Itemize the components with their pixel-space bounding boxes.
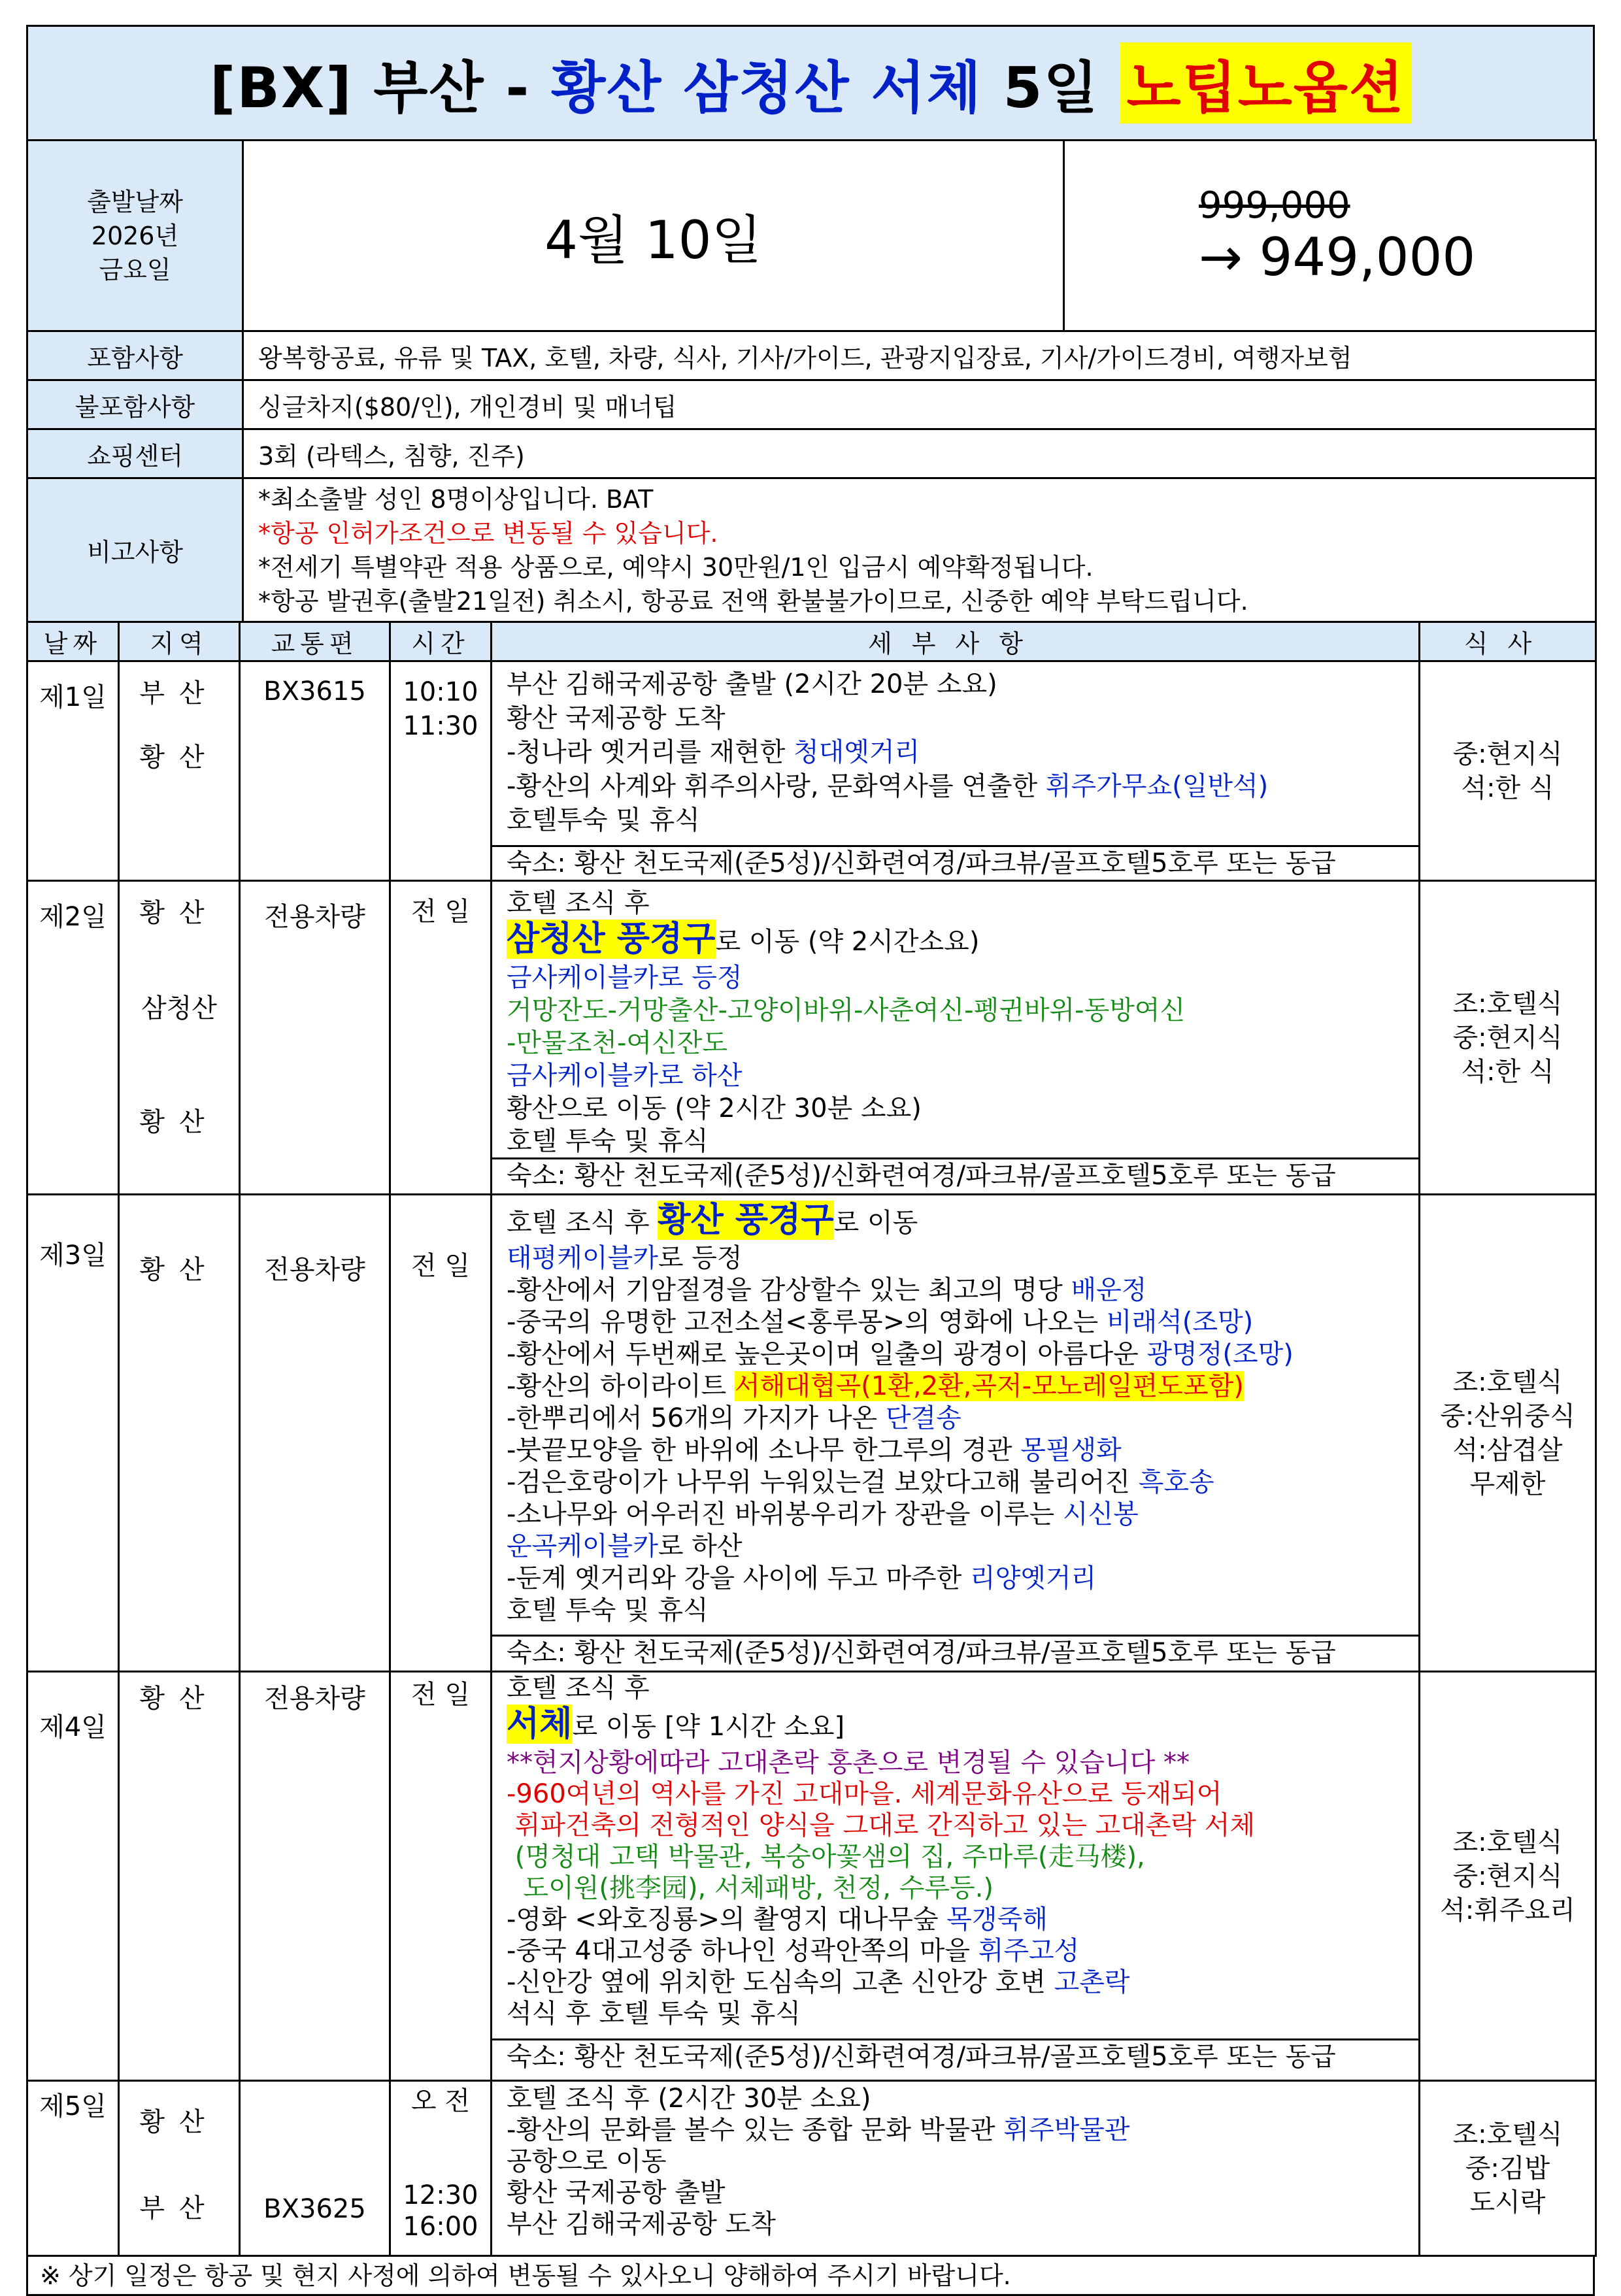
detail-line [507,1403,1418,1435]
detail-text: -소나무와 어우러진 바위봉우리가 장관을 이루는 [507,1499,1063,1529]
detail-line [507,1531,1418,1563]
detail-cell [492,1195,1420,1672]
time-value: 16:00 [403,2212,478,2242]
detail-line: 황산으로 이동 (약 2시간 30분 소요) [507,1093,922,1123]
schedule-table [26,621,1597,2257]
remark-4: *항공 발권후(출발21일전) 취소시, 항공료 전액 환불불가이므로, 신중한 예약 부탁드립니다. [258,586,1248,616]
departure-label-line3: 금요일 [99,255,171,284]
detail-line: 석식 후 호텔 투숙 및 휴식 [507,1999,801,2029]
meal-item: 중:현지식 [1452,739,1563,769]
region-name: 황산 [139,742,219,773]
departure-label [27,141,243,331]
region-name: 황산 [139,1107,219,1137]
region-cell: 황산 [119,1672,240,2081]
day-label: 제3일 [27,1195,119,1672]
detail-text: -둔계 옛거리와 강을 사이에 두고 마주한 [507,1563,970,1593]
detail-line: 거망잔도-거망출산-고양이바위-사춘여신-펭귄바위-동방여신 [507,995,1186,1025]
meal-item: 무제한 [1469,1469,1546,1499]
attraction-highlight: 서해대협곡(1환,2환,곡저-모노레일편도포함) [734,1371,1244,1401]
detail-line [507,2114,1418,2146]
time-cell: 전 일 [390,881,492,1195]
departure-label-line2: 2026년 [91,221,179,250]
remark-3: *전세기 특별약관 적용 상품으로, 예약시 30만원/1인 입금시 예약확정됩니다. [258,552,1094,582]
detail-line [507,1467,1418,1499]
detail-text: 로 하산 [658,1531,743,1561]
meal-cell [1420,1195,1596,1672]
price-discounted: → 949,000 [1199,226,1476,288]
info-table [26,139,1597,623]
title-no-tip-badge: 노팁노옵션 [1120,42,1411,124]
time-value: 오 전 [411,2086,470,2116]
header-date: 날짜 [27,622,119,661]
detail-line [507,1499,1418,1531]
day-label: 제5일 [27,2081,119,2256]
hotel-info: 숙소: 황산 천도국제(준5성)/신화련여경/파크뷰/골프호텔5호루 또는 동급 [492,2038,1418,2073]
detail-line [507,1339,1418,1371]
remark-1: *최소출발 성인 8명이상입니다. BAT [258,484,654,514]
detail-line: (명청대 고택 박물관, 복숭아꽃샘의 집, 주마루(走马楼), [507,1842,1145,1872]
detail-line: 호텔 조식 후 [507,888,650,918]
detail-text: -검은호랑이가 나무위 누워있는걸 보았다고해 불리어진 [507,1467,1139,1497]
meal-item: 조:호텔식 [1452,1367,1563,1397]
detail-line [507,1274,1418,1306]
detail-line [507,1371,1418,1403]
meal-item: 중:현지식 [1452,1861,1563,1891]
shopping-label: 쇼핑센터 [27,429,243,478]
header-meal: 식사 [1420,622,1596,661]
detail-line [507,920,1418,961]
region-name: 부산 [139,678,219,708]
attraction-name: 비래석(조망) [1106,1307,1254,1337]
detail-text: -붓끝모양을 한 바위에 소나무 한그루의 경관 [507,1435,1021,1465]
detail-text: 로 이동 [833,1208,918,1238]
time-cell [390,2081,492,2256]
detail-line [507,735,1418,769]
header-region: 지역 [119,622,240,661]
detail-line [507,1201,1418,1242]
detail-line: 도이원(挑李园), 서체패방, 천정, 수루등.) [507,1873,994,1903]
itinerary-document [26,25,1595,2296]
meal-cell [1420,1672,1596,2081]
attraction-highlight: 삼청산 풍경구 [507,920,716,959]
attraction-highlight: 황산 풍경구 [658,1201,834,1240]
footer-notice: ※ 상기 일정은 항공 및 현지 사정에 의하여 변동될 수 있사오니 양해하여 주시기 바랍니다. [26,2257,1595,2296]
transport-cell: BX3625 [240,2081,390,2256]
included-label: 포함사항 [27,331,243,380]
detail-text: 로 이동 [약 1시간 소요] [572,1712,845,1742]
transport-cell: 전용차량 [240,1672,390,2081]
attraction-name: 휘주박물관 [1003,2115,1130,2145]
detail-text: -황산의 문화를 볼수 있는 종합 문화 박물관 [507,2115,1004,2145]
meal-item: 조:호텔식 [1452,2119,1563,2150]
detail-line: 부산 김해국제공항 도착 [507,2209,776,2239]
shopping-value: 3회 (라텍스, 침향, 진주) [243,429,1596,478]
title-route-start: [BX] 부산 - [210,56,531,121]
day-row [27,881,1596,1195]
detail-line [507,1563,1418,1595]
attraction-highlight: 서체 [507,1705,573,1744]
meal-item: 석:휘주요리 [1440,1895,1575,1925]
detail-cell [492,881,1420,1195]
region-name: 황산 [139,2107,219,2137]
detail-line [507,1306,1418,1339]
meal-item: 석:한 식 [1461,773,1554,803]
detail-text: -청나라 옛거리를 재현한 [507,737,794,767]
attraction-name: 휘주가무쇼(일반석) [1045,771,1269,801]
day-row [27,1672,1596,2081]
meal-cell [1420,881,1596,1195]
detail-line [507,1904,1418,1935]
region-cell [119,881,240,1195]
day-label: 제1일 [27,661,119,881]
remarks-label: 비고사항 [27,478,243,622]
detail-text: -영화 <와호징룡>의 촬영지 대나무숲 [507,1905,947,1935]
time-spacer [391,2117,490,2180]
time-cell [390,661,492,881]
time-value: 10:10 [403,677,478,707]
detail-text: -황산에서 기암절경을 감상할수 있는 최고의 명당 [507,1275,1071,1305]
attraction-name: 흑호송 [1138,1467,1214,1497]
detail-line [507,1935,1418,1967]
transport-cell: BX3615 [240,661,390,881]
title-duration: 5일 [1003,56,1099,121]
detail-text: -중국 4대고성중 하나인 성곽안쪽의 마을 [507,1936,978,1966]
page-title [26,25,1595,141]
detail-text: 로 이동 (약 2시간소요) [715,927,980,957]
detail-line: 황산 국제공항 도착 [507,703,726,733]
day-row [27,1195,1596,1672]
detail-text: -신안강 옆에 위치한 도심속의 고촌 신안강 호변 [507,1967,1054,1997]
region-cell [119,661,240,881]
hotel-info: 숙소: 황산 천도국제(준5성)/신화련여경/파크뷰/골프호텔5호루 또는 동급 [492,845,1418,880]
attraction-name: 청대옛거리 [793,737,920,767]
detail-line [507,769,1418,803]
price-original: 999,000 [1199,184,1350,227]
excluded-label: 불포함사항 [27,380,243,429]
time-value: 12:30 [403,2180,478,2210]
detail-line: 휘파건축의 전형적인 양식을 그대로 간직하고 있는 고대촌락 서체 [507,1810,1255,1840]
attraction-name: 운곡케이블카 [507,1531,658,1561]
detail-line: 호텔 조식 후 (2시간 30분 소요) [507,2084,871,2114]
attraction-name: 단결송 [885,1403,961,1433]
attraction-name: 배운정 [1071,1275,1147,1305]
detail-text: 로 등정 [658,1243,743,1273]
departure-label-line1: 출발날짜 [87,187,183,216]
region-name: 부산 [139,2193,219,2223]
detail-line [507,1967,1418,1998]
day-row [27,661,1596,881]
region-name: 삼청산 [141,993,217,1023]
detail-cell [492,661,1420,881]
detail-line: 호텔 조식 후 [507,1673,650,1703]
detail-line [507,1242,1418,1274]
hotel-info: 숙소: 황산 천도국제(준5성)/신화련여경/파크뷰/골프호텔5호루 또는 동급 [492,1157,1418,1192]
attraction-name: 광명정(조망) [1146,1339,1294,1369]
detail-text: -황산에서 두번째로 높은곳이며 일출의 광경이 아름다운 [507,1339,1147,1369]
attraction-name: 몽필생화 [1020,1435,1122,1465]
remarks-value [243,478,1596,622]
region-cell [119,2081,240,2256]
transport-cell: 전용차량 [240,1195,390,1672]
attraction-name: 휘주고성 [978,1936,1080,1966]
meal-item: 석:삼겹살 [1452,1435,1563,1465]
detail-line: 호텔 투숙 및 휴식 [507,1595,709,1625]
region-name: 황산 [139,898,219,928]
detail-text: -중국의 유명한 고전소설<홍루몽>의 영화에 나오는 [507,1307,1107,1337]
meal-item: 중:산위중식 [1440,1401,1575,1431]
detail-line: 금사케이블카로 등정 [507,963,743,993]
detail-line: 공항으로 이동 [507,2146,667,2176]
day-label: 제4일 [27,1672,119,2081]
detail-line: **현지상황에따라 고대촌락 홍촌으로 변경될 수 있습니다 ** [507,1748,1190,1778]
time-cell: 전 일 [390,1195,492,1672]
departure-date: 4월 10일 [243,141,1064,331]
header-time: 시간 [390,622,492,661]
attraction-name: 고촌락 [1054,1967,1130,1997]
transport-cell: 전용차량 [240,881,390,1195]
meal-item: 도시락 [1469,2187,1546,2218]
excluded-value: 싱글차지($80/인), 개인경비 및 매너팁 [243,380,1596,429]
detail-text: -한뿌리에서 56개의 가지가 나온 [507,1403,886,1433]
meal-cell [1420,2081,1596,2256]
detail-line: 황산 국제공항 출발 [507,2178,726,2208]
attraction-name: 태평케이블카 [507,1243,658,1273]
detail-line [507,1704,1418,1747]
meal-item: 조:호텔식 [1452,1827,1563,1857]
detail-line: 호텔 투숙 및 휴식 [507,1126,709,1156]
time-value: 11:30 [403,711,478,741]
included-value: 왕복항공료, 유류 및 TAX, 호텔, 차량, 식사, 기사/가이드, 관광지입장료, 기사/가이드경비, 여행자보험 [243,331,1596,380]
time-cell: 전 일 [390,1672,492,2081]
meal-item: 중:현지식 [1452,1022,1563,1053]
detail-line: -만물조천-여신잔도 [507,1028,727,1058]
meal-cell [1420,661,1596,881]
detail-text: -황산의 하이라이트 [507,1371,735,1401]
day-label: 제2일 [27,881,119,1195]
detail-line: 부산 김해국제공항 출발 (2시간 20분 소요) [507,669,997,699]
detail-line: -960여년의 역사를 가진 고대마을. 세계문화유산으로 등재되어 [507,1779,1222,1809]
title-destinations: 황산 삼청산 서체 [551,56,982,121]
attraction-name: 시신봉 [1062,1499,1139,1529]
meal-item: 조:호텔식 [1452,988,1563,1019]
detail-text: -황산의 사계와 휘주의사랑, 문화역사를 연출한 [507,771,1046,801]
meal-item: 중:김밥 [1465,2153,1550,2184]
attraction-name: 리양옛거리 [969,1563,1097,1593]
detail-text: 호텔 조식 후 [507,1208,658,1238]
hotel-info: 숙소: 황산 천도국제(준5성)/신화련여경/파크뷰/골프호텔5호루 또는 동급 [492,1635,1418,1669]
attraction-name: 목갱죽해 [946,1905,1048,1935]
detail-cell [492,2081,1420,2256]
detail-cell [492,1672,1420,2081]
detail-line [507,1435,1418,1467]
detail-line: 금사케이블카로 하산 [507,1061,743,1091]
remark-2: *항공 인허가조건으로 변동될 수 있습니다. [258,518,718,548]
price-cell [1064,141,1596,331]
detail-line: 호텔투숙 및 휴식 [507,805,700,835]
day-row [27,2081,1596,2256]
header-transport: 교통편 [240,622,390,661]
meal-item: 석:한 식 [1461,1056,1554,1087]
region-cell: 황산 [119,1195,240,1672]
header-detail: 세부사항 [492,622,1420,661]
